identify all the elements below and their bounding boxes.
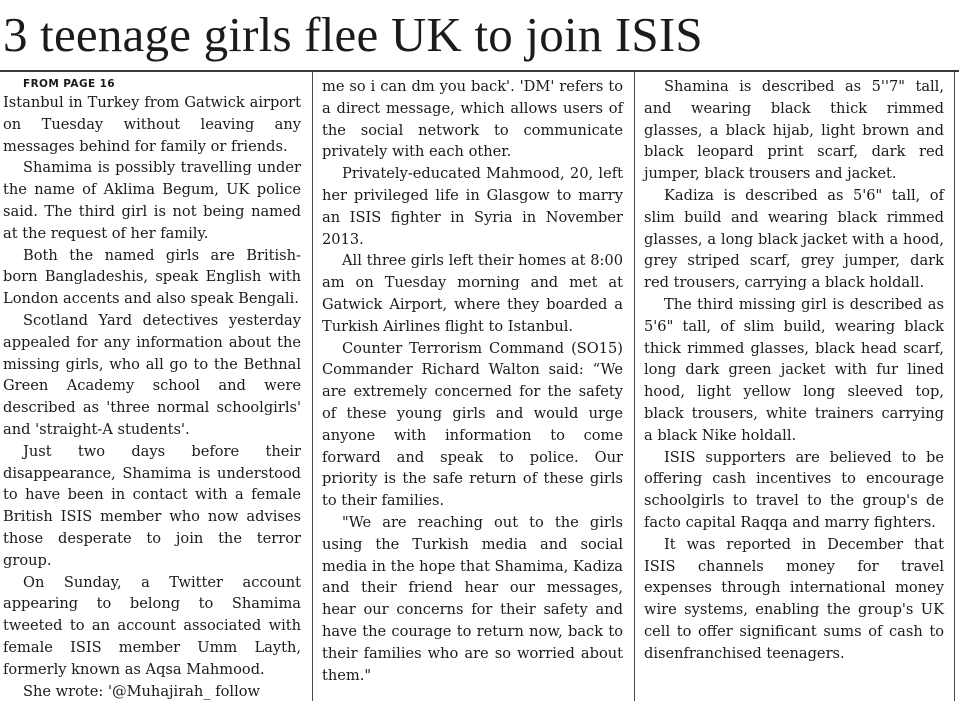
article-column-1 [3, 76, 301, 702]
paragraph: Shamima is possibly travelling under the name of Aklima Begum, UK police said. The third girl is not being named at the request of her family. [3, 159, 301, 242]
paragraph: ISIS supporters are believed to be offering cash incentives to encourage schoolgirls to travel to the group's de facto capital Raqqa and marry fighters. [644, 448, 944, 531]
headline: 3 teenage girls flee UK to join ISIS [3, 7, 703, 62]
column-divider-3 [954, 72, 955, 701]
column-divider-2 [634, 72, 635, 701]
paragraph: Just two days before their disappearance, Shamima is understood to have been in contact with a female British ISIS member who now advises those desperate to join the terror group. [3, 442, 301, 569]
column-divider-1 [312, 72, 313, 701]
paragraph: The third missing girl is described as 5'6" tall, of slim build, wearing black thick rimmed glasses, black head scarf, long dark green jacket with fur lined hood, light yellow long sleeved top, black trousers, white trainers carrying a black Nike holdall. [644, 295, 944, 444]
paragraph: On Sunday, a Twitter account appearing to belong to Shamima tweeted to an account associated with female ISIS member Umm Layth, formerly known as Aqsa Mahmood. [3, 573, 301, 678]
headline-rule [0, 70, 959, 72]
paragraph: All three girls left their homes at 8:00 am on Tuesday morning and met at Gatwick Airport, where they boarded a Turkish Airlines flight to Istanbul. [322, 252, 623, 335]
from-page-label: FROM PAGE 16 [23, 78, 116, 90]
paragraph: She wrote: '@Muhajirah_ follow [23, 682, 261, 700]
paragraph: "We are reaching out to the girls using the Turkish media and social media in the hope that Shamima, Kadiza and their friend hear our messages, hear our concerns for their safety and have the courage to return now, back to their families who are so worried about them." [322, 513, 623, 684]
paragraph: Istanbul in Turkey from Gatwick airport on Tuesday without leaving any messages behind for family or friends. [3, 94, 301, 155]
paragraph: Shamina is described as 5''7" tall, and wearing black thick rimmed glasses, a black hijab, light brown and black leopard print scarf, dark red jumper, black trousers and jacket. [644, 78, 944, 183]
paragraph: me so i can dm you back'. 'DM' refers to a direct message, which allows users of the social network to communicate privately with each other. [322, 78, 623, 161]
paragraph: Scotland Yard detectives yesterday appealed for any information about the missing girls, who all go to the Bethnal Green Academy school and were described as 'three normal schoolgirls' and 'straight-A students'. [3, 311, 301, 438]
article-column-2 [322, 76, 623, 686]
paragraph: Both the named girls are British-born Bangladeshis, speak English with London accents and also speak Bengali. [3, 246, 301, 308]
article-column-3 [644, 76, 944, 665]
paragraph: Privately-educated Mahmood, 20, left her privileged life in Glasgow to marry an ISIS fighter in Syria in November 2013. [322, 165, 623, 248]
paragraph: Kadiza is described as 5'6" tall, of slim build and wearing black rimmed glasses, a long black jacket with a hood, grey striped scarf, grey jumper, dark red trousers, carrying a black holdall. [644, 186, 944, 292]
paragraph: It was reported in December that ISIS channels money for travel expenses through international money wire systems, enabling the group's UK cell to offer significant sums of cash to disenfranchised teenagers. [644, 535, 944, 662]
paragraph: Counter Terrorism Command (SO15) Commander Richard Walton said: “We are extremely concerned for the safety of these young girls and would urge anyone with information to come forward and speak to police. Our priority is the safe return of these girls to their families. [322, 339, 623, 510]
